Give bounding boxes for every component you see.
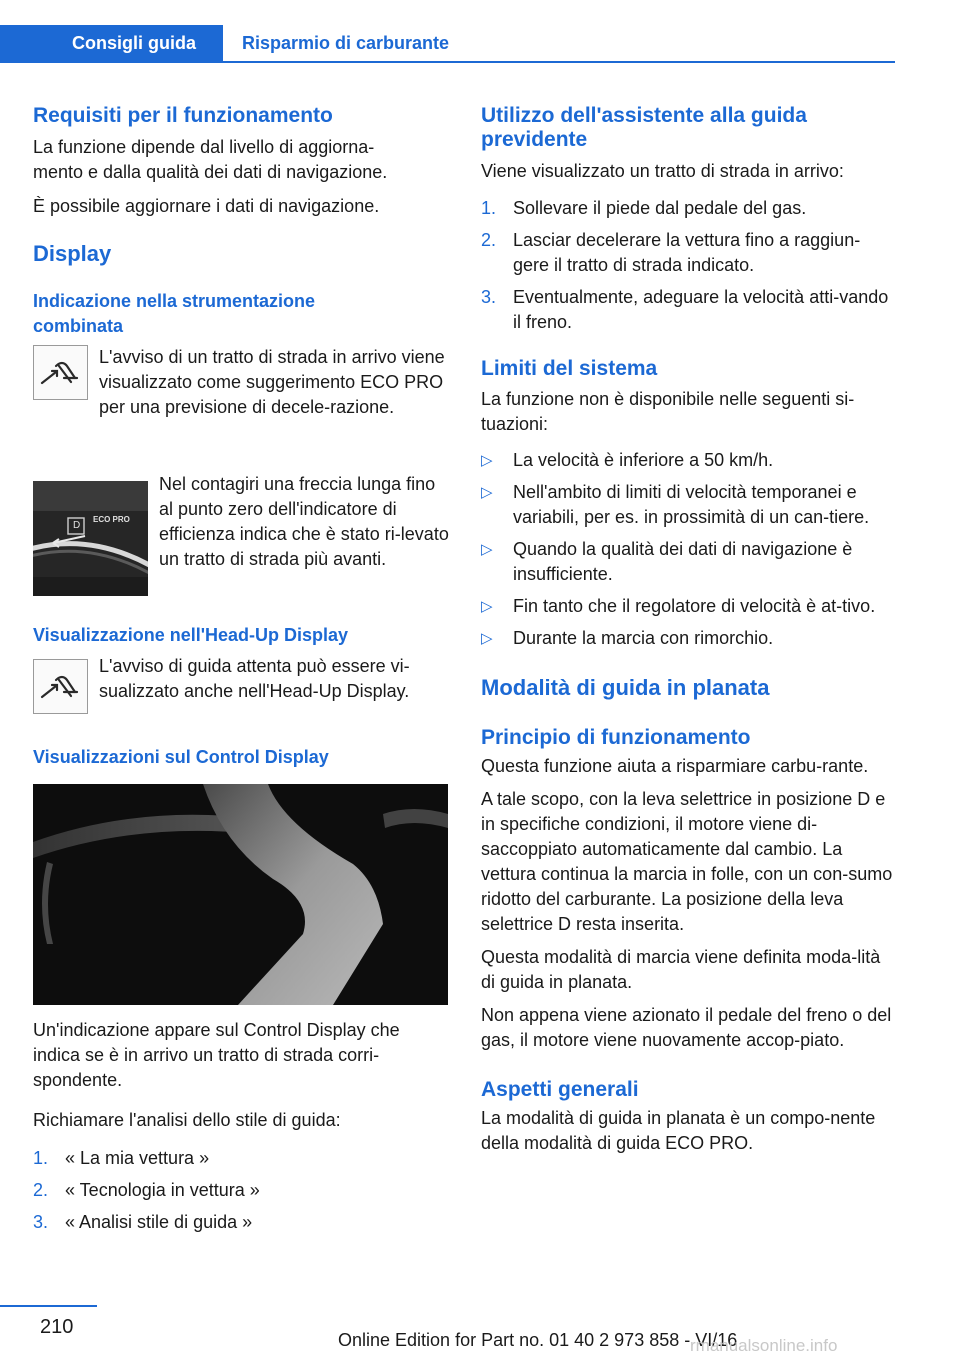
subheading-control-display: Visualizzazioni sul Control Display (33, 747, 329, 767)
subheading-instrument-cluster: Indicazione nella strumentazione combinata (33, 291, 316, 336)
eco-pro-hint-icon (33, 345, 88, 400)
list-item: ▷ Fin tanto che il regolatore di velocità è at-tivo. (481, 594, 896, 619)
list-item: 1. Sollevare il piede dal pedale del gas. (481, 198, 807, 218)
bullet-triangle-icon: ▷ (481, 452, 493, 469)
left-column (33, 102, 448, 1235)
list-item: 3. « Analisi stile di guida » (33, 1212, 253, 1232)
section-tab[interactable]: Risparmio di carburante (242, 33, 450, 53)
list-item: 2. Lasciar decelerare la vettura fino a raggiun-gere il tratto di strada indicato. (481, 230, 861, 275)
section-heading-coasting: Modalità di guida in planata (481, 675, 770, 700)
bullet-triangle-icon: ▷ (481, 630, 493, 647)
footer-rule (0, 1305, 97, 1307)
tachometer-image (33, 481, 148, 596)
head-up-display-block (33, 654, 448, 720)
paragraph: Questa modalità di marcia viene definita moda-lità di guida in planata. (481, 947, 881, 992)
tachometer-text: Nel contagiri una freccia lunga fino al punto zero dell'indicatore di efficienza indica che è stato ri-levato un tratto di strada più avanti. (159, 474, 449, 569)
bullet-triangle-icon: ▷ (481, 541, 493, 558)
right-column (481, 102, 896, 1156)
paragraph: La modalità di guida in planata è un compo-nente della modalità di guida ECO PRO. (481, 1108, 876, 1153)
instrument-cluster-block (33, 345, 448, 455)
gear-indicator-label: D (73, 520, 81, 531)
control-display-image (33, 784, 448, 1005)
list-item: 1. « La mia vettura » (33, 1148, 210, 1168)
list-item: ▷ Durante la marcia con rimorchio. (481, 626, 896, 651)
section-heading-limits: Limiti del sistema (481, 357, 658, 380)
list-item: ▷ Quando la qualità dei dati di navigazione è insufficiente. (481, 539, 853, 584)
section-heading-usage: Utilizzo dell'assistente alla guida previdente (481, 104, 807, 151)
bullet-triangle-icon: ▷ (481, 484, 493, 501)
section-heading-principle: Principio di funzionamento (481, 726, 751, 749)
chapter-tab[interactable]: Consigli guida (0, 25, 223, 63)
page-number: 210 (40, 1316, 74, 1338)
list-item: ▷ Nell'ambito di limiti di velocità temporanei e variabili, per es. in prossimità di un can-tiere. (481, 482, 870, 527)
paragraph: Richiamare l'analisi dello stile di guida: (33, 1110, 341, 1130)
paragraph: La funzione dipende dal livello di aggiorna-mento e dalla qualità dei dati di navigazione. (33, 137, 388, 182)
running-header (0, 25, 895, 63)
paragraph: Un'indicazione appare sul Control Display che indica se è in arrivo un tratto di strada corri-spondente. (33, 1020, 400, 1090)
tachometer-block (33, 472, 448, 612)
edition-note: Online Edition for Part no. 01 40 2 973 858 - VI/16 (338, 1330, 738, 1350)
paragraph: È possibile aggiornare i dati di navigazione. (33, 196, 380, 216)
list-item: ▷ La velocità è inferiore a 50 km/h. (481, 448, 896, 473)
paragraph: A tale scopo, con la leva selettrice in posizione D e in specifiche condizioni, il motore viene di-saccoppiato automaticamente dal cambio. La vettura continua la marcia in folle, con un con-sumo ridotto del carburante. La posizione della leva selettrice D resta inserita. (481, 789, 893, 934)
bullet-triangle-icon: ▷ (481, 598, 493, 615)
eco-pro-label: ECO PRO (93, 515, 130, 524)
header-rule (0, 61, 895, 63)
paragraph: Non appena viene azionato il pedale del freno o del gas, il motore viene nuovamente accop-piato. (481, 1005, 892, 1050)
usage-steps (481, 196, 896, 335)
watermark: rmanualsonline.info (690, 1336, 838, 1355)
section-heading-general: Aspetti generali (481, 1078, 639, 1101)
list-item: 3. Eventualmente, adeguare la velocità atti-vando il freno. (481, 287, 889, 332)
section-heading-display: Display (33, 241, 112, 266)
limits-list (481, 448, 896, 651)
paragraph: Viene visualizzato un tratto di strada in arrivo: (481, 161, 844, 181)
driving-style-steps (33, 1146, 448, 1235)
section-heading-requirements: Requisiti per il funzionamento (33, 104, 333, 127)
head-up-display-text: L'avviso di guida attenta può essere vi-sualizzato anche nell'Head-Up Display. (99, 656, 410, 701)
paragraph: La funzione non è disponibile nelle seguenti si-tuazioni: (481, 389, 855, 434)
paragraph: Questa funzione aiuta a risparmiare carbu-rante. (481, 756, 869, 776)
eco-pro-hint-icon (33, 659, 88, 714)
list-item: 2. « Tecnologia in vettura » (33, 1180, 260, 1200)
subheading-head-up-display: Visualizzazione nell'Head-Up Display (33, 625, 349, 645)
instrument-cluster-text: L'avviso di un tratto di strada in arrivo viene visualizzato come suggerimento ECO PRO per una previsione di decele-razione. (99, 347, 445, 417)
